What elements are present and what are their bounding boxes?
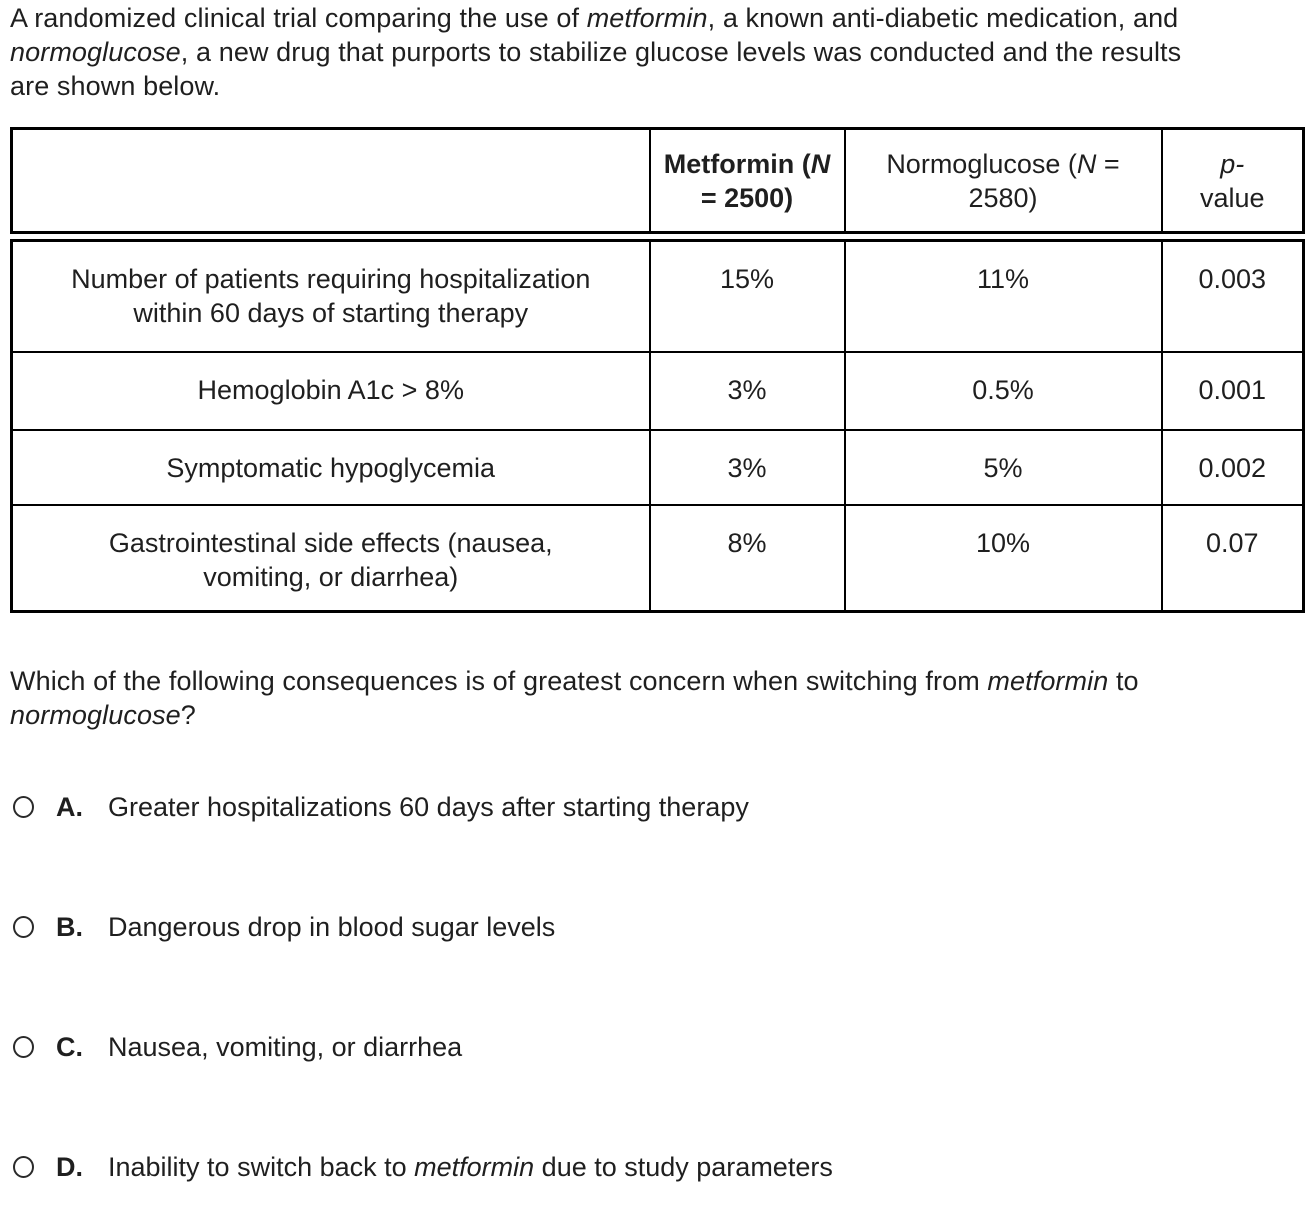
option-a-radio[interactable]: [13, 796, 34, 818]
option-text: Nausea, vomiting, or diarrhea: [108, 1032, 463, 1062]
answer-option-a[interactable]: [10, 789, 1303, 825]
intro-paragraph: A randomized clinical trial comparing the use of metformin, a known anti-diabetic medication, and normoglucose, a new drug that purports to stabilize glucose levels was conducted and the results are shown below.: [10, 3, 1182, 101]
option-text: Greater hospitalizations 60 days after starting therapy: [108, 792, 749, 822]
results-table-header: [10, 127, 1305, 234]
answer-options: [10, 789, 1303, 1185]
results-table: [10, 127, 1302, 613]
option-c-radio[interactable]: [13, 1036, 34, 1058]
option-letter: D.: [56, 1152, 83, 1182]
normoglucose-value: 0.5%: [845, 352, 1162, 430]
row-label: Gastrointestinal side effects (nausea, vomiting, or diarrhea): [12, 505, 650, 612]
question-paragraph: Which of the following consequences is of greatest concern when switching from metformin to normoglucose?: [10, 666, 1139, 730]
table-row-hemoglobin: [12, 352, 1304, 430]
table-row-hospitalization: [12, 241, 1304, 352]
normoglucose-value: 10%: [845, 505, 1162, 612]
metformin-value: 15%: [650, 241, 845, 352]
normoglucose-value: 11%: [845, 241, 1162, 352]
table-header-row: [12, 129, 1304, 233]
metformin-value: 3%: [650, 430, 845, 505]
option-letter: A.: [56, 792, 83, 822]
option-text: Inability to switch back to metformin due to study parameters: [108, 1152, 833, 1182]
answer-option-d[interactable]: [10, 1149, 1303, 1185]
normoglucose-value: 5%: [845, 430, 1162, 505]
option-letter: C.: [56, 1032, 83, 1062]
option-b-radio[interactable]: [13, 916, 34, 938]
table-header-metformin: Metformin (N = 2500): [650, 129, 845, 233]
table-header-normoglucose: Normoglucose (N = 2580): [845, 129, 1162, 233]
p-value: 0.07: [1162, 505, 1304, 612]
table-row-hypoglycemia: [12, 430, 1304, 505]
p-value: 0.001: [1162, 352, 1304, 430]
p-value: 0.003: [1162, 241, 1304, 352]
option-letter: B.: [56, 912, 83, 942]
p-value: 0.002: [1162, 430, 1304, 505]
option-d-radio[interactable]: [13, 1156, 34, 1178]
answer-option-b[interactable]: [10, 909, 1303, 945]
metformin-value: 8%: [650, 505, 845, 612]
row-label: Number of patients requiring hospitalization within 60 days of starting therapy: [12, 241, 650, 352]
table-header-p-value: p- value: [1162, 129, 1304, 233]
answer-option-c[interactable]: [10, 1029, 1303, 1065]
results-table-body: [10, 239, 1305, 613]
row-label: Hemoglobin A1c > 8%: [12, 352, 650, 430]
metformin-value: 3%: [650, 352, 845, 430]
option-text: Dangerous drop in blood sugar levels: [108, 912, 556, 942]
table-row-gastrointestinal: [12, 505, 1304, 612]
row-label: Symptomatic hypoglycemia: [12, 430, 650, 505]
table-header-blank: [12, 129, 650, 233]
